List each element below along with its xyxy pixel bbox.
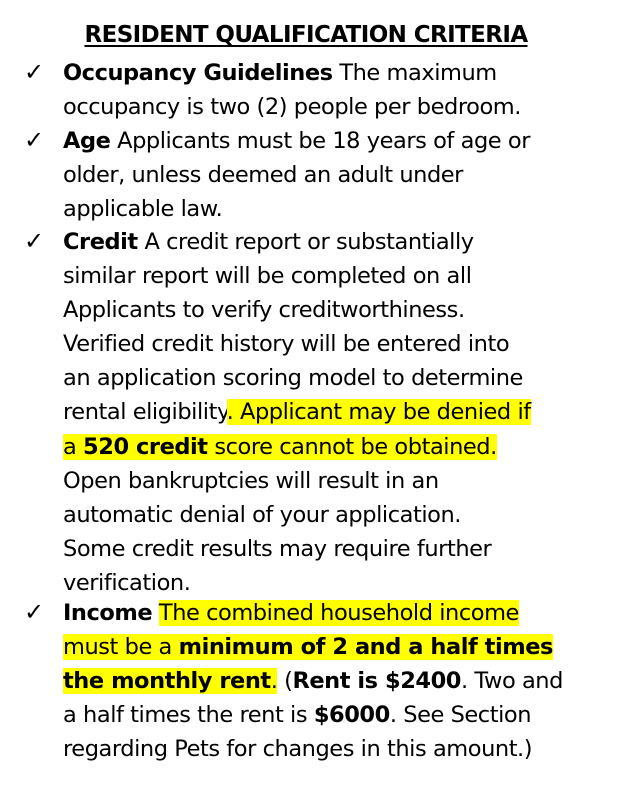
income-requirement: minimum of 2 and a half times [178, 634, 553, 661]
text-segment: a [63, 433, 84, 460]
criteria-text [63, 56, 521, 124]
text-line: Verified credit history will be entered into [63, 331, 510, 358]
text-line: similar report will be completed on all [63, 263, 472, 290]
text-line: applicable law. [63, 196, 223, 223]
required-income-amount: $6000 [313, 702, 390, 729]
page-title: RESIDENT QUALIFICATION CRITERIA [84, 22, 528, 48]
criteria-text [63, 124, 530, 226]
text-segment: Applicants must be 18 years of age or [110, 128, 530, 154]
text-segment: score cannot be obtained. [207, 433, 497, 460]
text-line: verification. [63, 569, 191, 596]
text-segment: rental eligibility [63, 399, 227, 426]
check-mark-icon: ✓ [24, 126, 45, 154]
criteria-heading: Age [63, 128, 111, 154]
text-line: Open bankruptcies will result in an [63, 467, 439, 494]
highlighted-text: The combined household income [158, 600, 519, 626]
text-line [63, 56, 521, 90]
text-segment: . Two and [461, 668, 563, 695]
text-line: regarding Pets for changes in this amount.) [63, 736, 533, 763]
text-line: occupancy is two (2) people per bedroom. [63, 94, 521, 121]
text-line: Applicants to verify creditworthiness. [63, 297, 465, 324]
text-line [63, 225, 531, 259]
criteria-heading: Income [63, 600, 153, 626]
text-line [63, 430, 531, 464]
criteria-heading: Occupancy Guidelines [63, 60, 333, 86]
text-segment: . [270, 668, 278, 695]
text-line: older, unless deemed an adult under [63, 162, 463, 189]
text-line: an application scoring model to determine [63, 365, 523, 392]
text-segment: must be a [63, 634, 179, 661]
text-line [63, 124, 530, 158]
criteria-text [63, 596, 563, 766]
text-segment: A credit report or substantially [137, 229, 474, 255]
credit-score-requirement: 520 credit [83, 433, 208, 460]
rent-amount: Rent is $2400 [292, 668, 462, 695]
income-requirement: the monthly rent [63, 668, 271, 695]
highlighted-text [63, 668, 277, 694]
text-line [63, 596, 563, 630]
check-mark-icon: ✓ [24, 227, 45, 255]
highlighted-text [63, 634, 553, 660]
criteria-heading: Credit [63, 229, 138, 255]
highlighted-text: . Applicant may be denied if [226, 399, 531, 426]
highlighted-text [63, 434, 497, 460]
criteria-text [63, 225, 531, 600]
text-segment: The maximum [332, 60, 497, 86]
text-segment: a half times the rent is [63, 702, 314, 729]
text-segment: . See Section [389, 702, 532, 729]
check-mark-icon: ✓ [24, 58, 45, 86]
text-line: automatic denial of your application. [63, 501, 461, 528]
text-line [63, 630, 563, 664]
text-segment: ( [277, 668, 293, 695]
text-line [63, 698, 563, 732]
text-line [63, 395, 531, 429]
text-line [63, 664, 563, 698]
check-mark-icon: ✓ [24, 598, 45, 626]
text-line: Some credit results may require further [63, 535, 492, 562]
text-segment [152, 600, 159, 626]
